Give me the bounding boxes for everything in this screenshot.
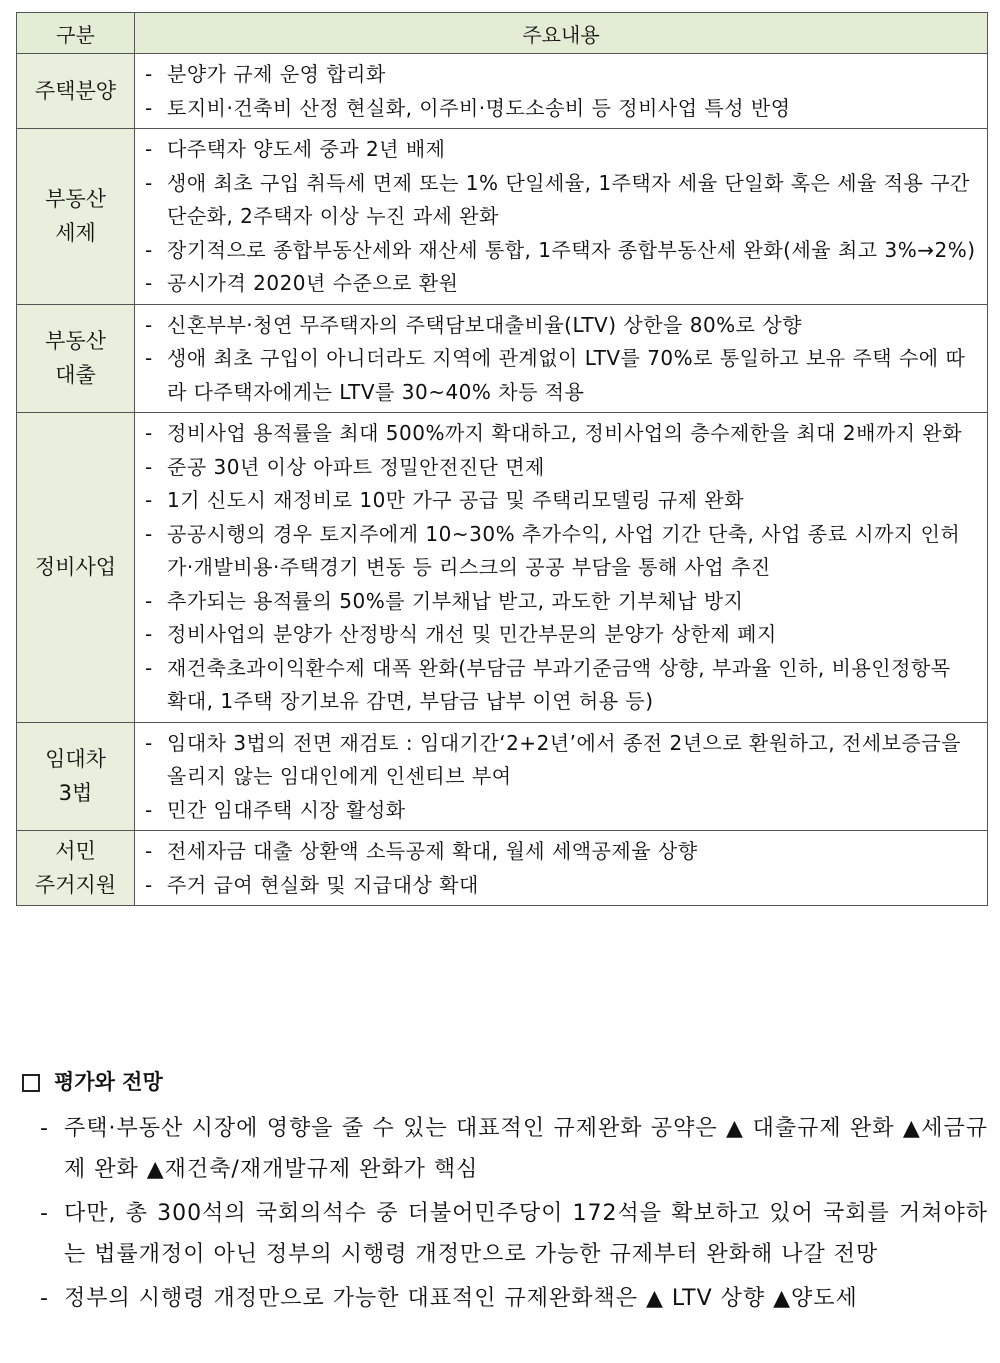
list-item	[145, 451, 977, 485]
dash-marker: -	[145, 655, 153, 680]
evaluation-section	[18, 1064, 988, 1322]
dash-marker: -	[145, 872, 153, 897]
row-category: 정비사업	[17, 413, 135, 723]
dash-marker: -	[145, 521, 153, 546]
dash-marker: -	[145, 170, 153, 195]
bullet-list	[18, 1108, 988, 1319]
row-category: 부동산 대출	[17, 304, 135, 413]
item-text: 전세자금 대출 상환액 소득공제 확대, 월세 세액공제율 상향	[167, 839, 698, 863]
item-text: 임대차 3법의 전면 재검토 : 임대기간‘2+2년’에서 종전 2년으로 환원하고, 전세보증금을 올리지 않는 임대인에게 인센티브 부여	[167, 730, 961, 788]
bullet-item	[18, 1108, 988, 1190]
item-text: 정비사업 용적률을 최대 500%까지 확대하고, 정비사업의 층수제한을 최대 2배까지 완화	[167, 421, 963, 445]
row-content	[135, 413, 988, 723]
table-header-row	[17, 13, 988, 54]
dash-marker: -	[145, 271, 153, 295]
item-text: 공공시행의 경우 토지주에게 10~30% 추가수익, 사업 기간 단축, 사업 종료 시까지 인허가·개발비용·주택경기 변동 등 리스크의 공공 부담을 통해 사업 추진	[167, 521, 961, 579]
item-text: 정비사업의 분양가 산정방식 개선 및 민간부문의 분양가 상한제 폐지	[167, 622, 777, 646]
list-item	[145, 417, 977, 451]
table-row	[17, 129, 988, 305]
policy-table	[16, 12, 988, 906]
item-text: 주거 급여 현실화 및 지급대상 확대	[167, 872, 479, 897]
dash-marker: -	[145, 797, 153, 822]
section-heading	[18, 1064, 988, 1100]
row-category: 서민 주거지원	[17, 831, 135, 906]
table-row	[17, 722, 988, 831]
item-text: 분양가 규제 운영 합리화	[167, 62, 386, 86]
checkbox-square-icon	[22, 1074, 40, 1092]
dash-marker: -	[145, 237, 153, 262]
bullet-text: 다만, 총 300석의 국회의석수 중 더불어민주당이 172석을 확보하고 있어 국회를 거쳐야하는 법률개정이 아닌 정부의 시행령 개정만으로 가능한 규제부터 완화해 나갈 전망	[64, 1201, 988, 1267]
dash-marker: -	[145, 346, 153, 370]
dash-marker: -	[145, 312, 153, 337]
item-text: 공시가격 2020년 수준으로 환원	[167, 271, 459, 295]
item-text: 생애 최초 구입이 아니더라도 지역에 관계없이 LTV를 70%로 통일하고 보유 주택 수에 따라 다주택자에게는 LTV를 30~40% 차등 적용	[167, 346, 966, 404]
item-text: 신혼부부·청연 무주택자의 주택담보대출비율(LTV) 상한을 80%로 상향	[167, 312, 802, 337]
dash-marker: -	[145, 488, 153, 512]
item-text: 재건축초과이익환수제 대폭 완화(부담금 부과기준금액 상향, 부과율 인하, 비용인정항목 확대, 1주택 장기보유 감면, 부담금 납부 이연 허용 등)	[167, 655, 951, 713]
list-item	[145, 92, 977, 126]
dash-marker: -	[145, 839, 153, 863]
dash-marker: -	[145, 62, 153, 86]
table-row	[17, 831, 988, 906]
row-content	[135, 304, 988, 413]
table-row	[17, 54, 988, 129]
list-item	[145, 835, 977, 869]
row-content	[135, 54, 988, 129]
item-text: 민간 임대주택 시장 활성화	[167, 797, 406, 822]
bullet-text: 정부의 시행령 개정만으로 가능한 대표적인 규제완화책은 ▲ LTV 상향 ▲양도세	[64, 1286, 858, 1311]
list-item	[145, 794, 977, 828]
list-item	[145, 342, 977, 409]
dash-marker: -	[145, 137, 153, 161]
table-row	[17, 304, 988, 413]
row-category: 주택분양	[17, 54, 135, 129]
dash-marker: -	[145, 454, 153, 479]
dash-marker: -	[145, 95, 153, 120]
list-item	[145, 58, 977, 92]
bullet-item	[18, 1278, 988, 1319]
list-item	[145, 869, 977, 903]
list-item	[145, 234, 977, 268]
row-content	[135, 722, 988, 831]
row-category: 부동산 세제	[17, 129, 135, 305]
list-item	[145, 618, 977, 652]
list-item	[145, 267, 977, 301]
list-item	[145, 484, 977, 518]
list-item	[145, 727, 977, 794]
dash-marker: -	[40, 1201, 49, 1226]
table-row	[17, 413, 988, 723]
list-item	[145, 133, 977, 167]
list-item	[145, 309, 977, 343]
item-text: 생애 최초 구입 취득세 면제 또는 1% 단일세율, 1주택자 세율 단일화 혹은 세율 적용 구간 단순화, 2주택자 이상 누진 과세 완화	[167, 170, 970, 228]
bullet-item	[18, 1193, 988, 1275]
item-text: 다주택자 양도세 중과 2년 배제	[167, 137, 446, 161]
item-text: 준공 30년 이상 아파트 정밀안전진단 면제	[167, 454, 545, 479]
dash-marker: -	[145, 730, 153, 755]
list-item	[145, 518, 977, 585]
item-text: 1기 신도시 재정비로 10만 가구 공급 및 주택리모델링 규제 완화	[167, 488, 745, 512]
dash-marker: -	[145, 588, 153, 613]
item-text: 토지비·건축비 산정 현실화, 이주비·명도소송비 등 정비사업 특성 반영	[167, 95, 791, 120]
dash-marker: -	[145, 622, 153, 646]
list-item	[145, 652, 977, 719]
header-category: 구분	[17, 13, 135, 54]
row-content	[135, 831, 988, 906]
table-body	[17, 54, 988, 906]
dash-marker: -	[145, 421, 153, 445]
item-text: 장기적으로 종합부동산세와 재산세 통합, 1주택자 종합부동산세 완화(세율 최고 3%→2%)	[167, 237, 976, 262]
header-content: 주요내용	[135, 13, 988, 54]
row-content	[135, 129, 988, 305]
item-text: 추가되는 용적률의 50%를 기부채납 받고, 과도한 기부체납 방지	[167, 588, 744, 613]
dash-marker: -	[40, 1116, 49, 1141]
list-item	[145, 167, 977, 234]
section-title: 평가와 전망	[54, 1070, 163, 1094]
bullet-text: 주택·부동산 시장에 영향을 줄 수 있는 대표적인 규제완화 공약은 ▲ 대출규제 완화 ▲세금규제 완화 ▲재건축/재개발규제 완화가 핵심	[64, 1116, 988, 1182]
dash-marker: -	[40, 1286, 49, 1311]
list-item	[145, 585, 977, 619]
row-category: 임대차 3법	[17, 722, 135, 831]
